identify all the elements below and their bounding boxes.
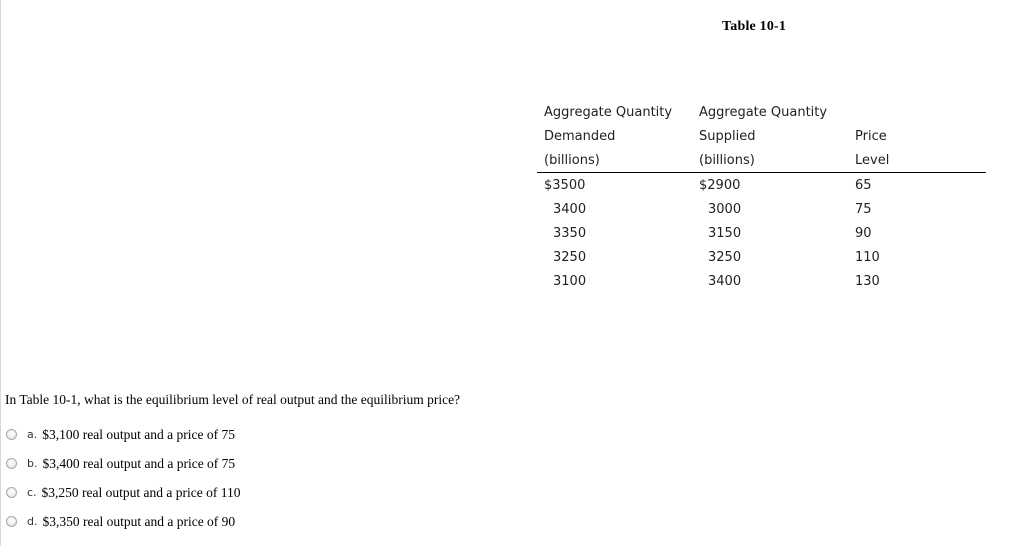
table-row bbox=[537, 221, 986, 245]
header-supplied-line2: Supplied bbox=[699, 128, 756, 144]
radio-button-d[interactable] bbox=[6, 516, 17, 527]
answer-option-c[interactable] bbox=[6, 478, 241, 507]
option-letter: c. bbox=[27, 486, 37, 499]
answer-options bbox=[6, 420, 241, 536]
cell-supplied: 3250 bbox=[708, 249, 742, 265]
table-row bbox=[537, 173, 986, 198]
header-demanded-line1: Aggregate Quantity bbox=[544, 104, 673, 120]
data-table bbox=[537, 100, 986, 293]
cell-price: 75 bbox=[855, 201, 872, 217]
option-text: $3,400 real output and a price of 75 bbox=[42, 455, 236, 471]
header-row bbox=[537, 148, 986, 173]
cell-supplied: 3400 bbox=[708, 273, 742, 289]
cell-demanded: 3350 bbox=[553, 225, 587, 241]
header-price-line2: Price bbox=[855, 128, 887, 144]
cell-price: 65 bbox=[855, 177, 872, 193]
cell-demanded: 3100 bbox=[553, 273, 587, 289]
table-row bbox=[537, 197, 986, 221]
header-price-line1 bbox=[847, 100, 986, 124]
answer-option-b[interactable] bbox=[6, 449, 241, 478]
left-border bbox=[0, 0, 1, 546]
header-row bbox=[537, 124, 986, 148]
option-letter: b. bbox=[27, 457, 38, 470]
answer-option-d[interactable] bbox=[6, 507, 241, 536]
answer-option-a[interactable] bbox=[6, 420, 241, 449]
radio-button-b[interactable] bbox=[6, 458, 17, 469]
cell-price: 130 bbox=[855, 273, 880, 289]
header-supplied-line3: (billions) bbox=[692, 148, 847, 173]
cell-price: 110 bbox=[855, 249, 880, 265]
option-text: $3,350 real output and a price of 90 bbox=[42, 513, 236, 529]
table-row bbox=[537, 269, 986, 293]
table-title: Table 10-1 bbox=[722, 19, 787, 34]
header-row bbox=[537, 100, 986, 124]
cell-demanded: 3400 bbox=[553, 201, 587, 217]
radio-button-c[interactable] bbox=[6, 487, 17, 498]
option-text: $3,250 real output and a price of 110 bbox=[41, 484, 241, 500]
header-supplied-line1: Aggregate Quantity bbox=[699, 104, 828, 120]
cell-demanded: 3250 bbox=[553, 249, 587, 265]
option-letter: d. bbox=[27, 515, 38, 528]
cell-supplied: 3000 bbox=[708, 201, 742, 217]
table-row bbox=[537, 245, 986, 269]
header-price-line3: Level bbox=[847, 148, 986, 173]
cell-supplied: 3150 bbox=[708, 225, 742, 241]
header-demanded-line3: (billions) bbox=[537, 148, 692, 173]
header-demanded-line2: Demanded bbox=[544, 128, 616, 144]
cell-supplied: $2900 bbox=[699, 177, 741, 193]
cell-price: 90 bbox=[855, 225, 872, 241]
option-letter: a. bbox=[27, 428, 38, 441]
radio-button-a[interactable] bbox=[6, 429, 17, 440]
question-text: In Table 10-1, what is the equilibrium level of real output and the equilibrium price? bbox=[5, 392, 461, 407]
option-text: $3,100 real output and a price of 75 bbox=[42, 426, 235, 442]
cell-demanded: $3500 bbox=[544, 177, 586, 193]
